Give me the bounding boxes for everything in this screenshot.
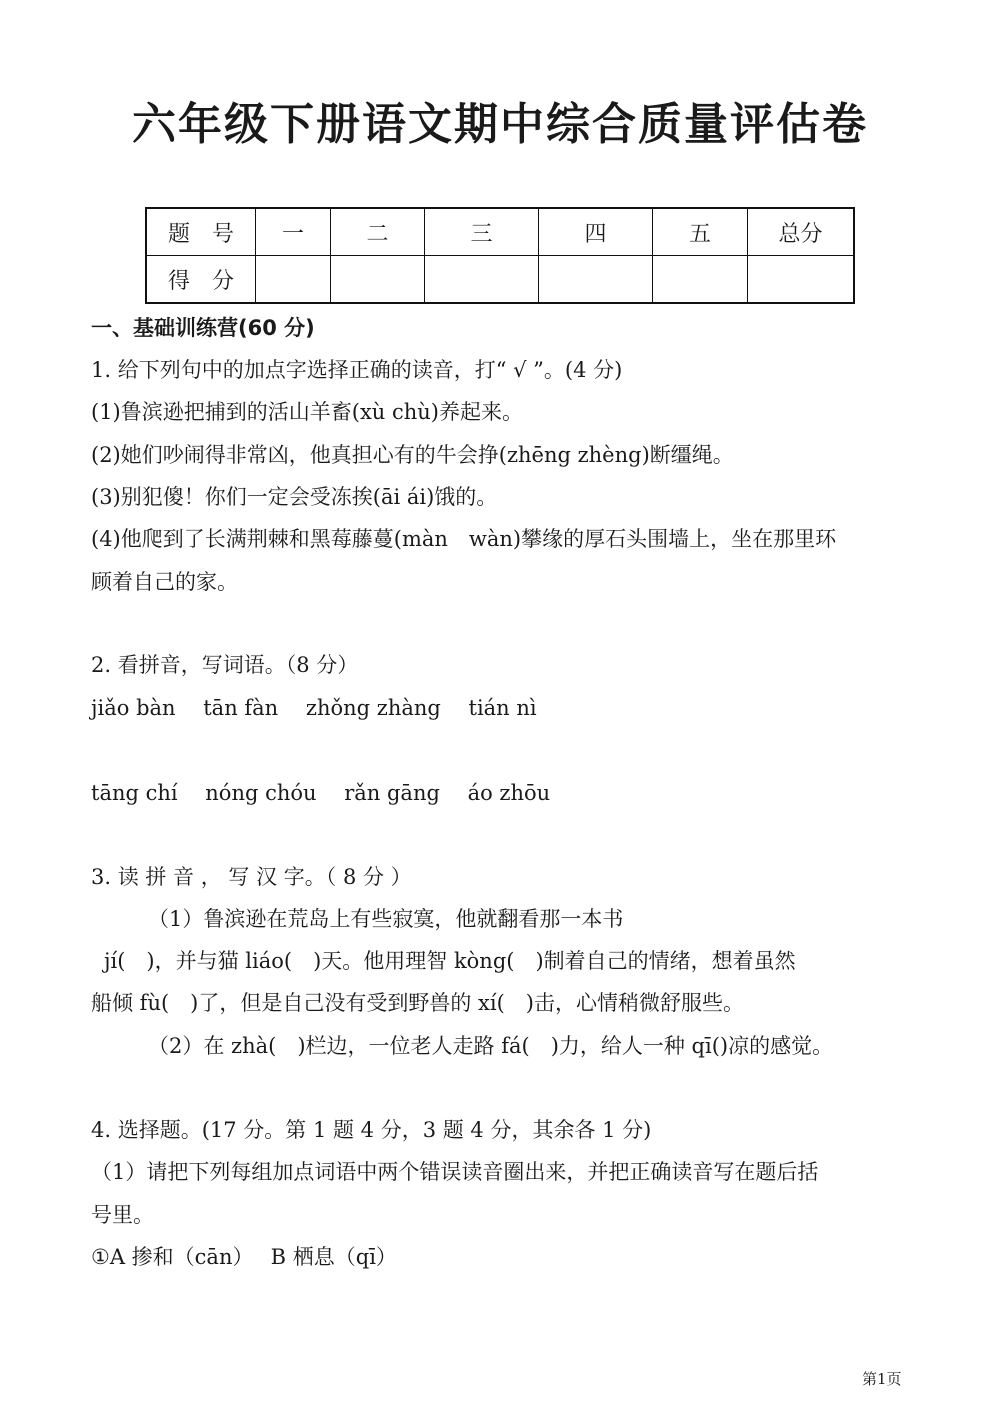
exam-title: 六年级下册语文期中综合质量评估卷 bbox=[132, 99, 868, 150]
score-table-score-row bbox=[146, 256, 854, 304]
question-1-item: (3)别犯傻！你们一定会受冻挨(āi ái)饿的。 bbox=[91, 485, 498, 509]
question-3-line: 船倾 fù( )了，但是自己没有受到野兽的 xí( )击，心情稍微舒服些。 bbox=[91, 991, 744, 1015]
score-table-cell: 四 bbox=[539, 208, 653, 256]
score-table-cell: 得 分 bbox=[146, 256, 256, 304]
question-1-prompt: 1. 给下列句中的加点字选择正确的读音，打“ √ ”。(4 分) bbox=[91, 358, 623, 382]
question-4-line: 号里。 bbox=[91, 1203, 154, 1227]
question-3-line: （2）在 zhà( )栏边，一位老人走路 fá( )力，给人一种 qī()凉的感觉。 bbox=[148, 1034, 834, 1058]
question-3-prompt: 3. 读 拼 音 ， 写 汉 字。（ 8 分 ） bbox=[91, 865, 412, 889]
question-4-line: （1）请把下列每组加点词语中两个错误读音圈出来，并把正确读音写在题后括 bbox=[91, 1160, 819, 1184]
question-4-line: ①A 掺和（cān） B 栖息（qī） bbox=[91, 1245, 397, 1269]
score-table-cell: 二 bbox=[331, 208, 425, 256]
score-table-cell: 题 号 bbox=[146, 208, 256, 256]
question-3-line: （1）鲁滨逊在荒岛上有些寂寞，他就翻看那一本书 bbox=[148, 907, 624, 931]
page-number: 第1页 bbox=[862, 1370, 902, 1388]
question-2-pinyin-row: jiǎo bàn tān fàn zhǒng zhàng tián nì bbox=[91, 696, 537, 720]
question-4-prompt: 4. 选择题。(17 分。第 1 题 4 分，3 题 4 分，其余各 1 分) bbox=[91, 1118, 652, 1142]
question-1-item: 顾着自己的家。 bbox=[91, 570, 238, 594]
score-input-cell[interactable] bbox=[748, 256, 855, 304]
score-table-cell: 三 bbox=[425, 208, 539, 256]
score-table-cell: 一 bbox=[256, 208, 331, 256]
question-2-pinyin-row: tāng chí nóng chóu rǎn gāng áo zhōu bbox=[91, 781, 551, 805]
score-table-header-row bbox=[146, 208, 854, 256]
question-1-item: (4)他爬到了长满荆棘和黑莓藤蔓(màn wàn)攀缘的厚石头围墙上，坐在那里环 bbox=[91, 527, 837, 551]
question-1-item: (1)鲁滨逊把捕到的活山羊畜(xù chù)养起来。 bbox=[91, 400, 523, 424]
question-2-prompt: 2. 看拼音，写词语。（8 分） bbox=[91, 653, 359, 677]
score-input-cell[interactable] bbox=[653, 256, 748, 304]
score-table bbox=[145, 207, 855, 304]
question-3-line: jí( )，并与猫 liáo( )天。他用理智 kòng( )制着自己的情绪，想着虽然 bbox=[104, 949, 796, 973]
score-input-cell[interactable] bbox=[539, 256, 653, 304]
section-heading: 一、基础训练营(60 分) bbox=[91, 316, 315, 340]
question-1-item: (2)她们吵闹得非常凶，他真担心有的牛会挣(zhēng zhèng)断缰绳。 bbox=[91, 443, 734, 467]
score-table-cell: 五 bbox=[653, 208, 748, 256]
score-input-cell[interactable] bbox=[256, 256, 331, 304]
score-input-cell[interactable] bbox=[425, 256, 539, 304]
score-input-cell[interactable] bbox=[331, 256, 425, 304]
score-table-cell: 总分 bbox=[748, 208, 855, 256]
